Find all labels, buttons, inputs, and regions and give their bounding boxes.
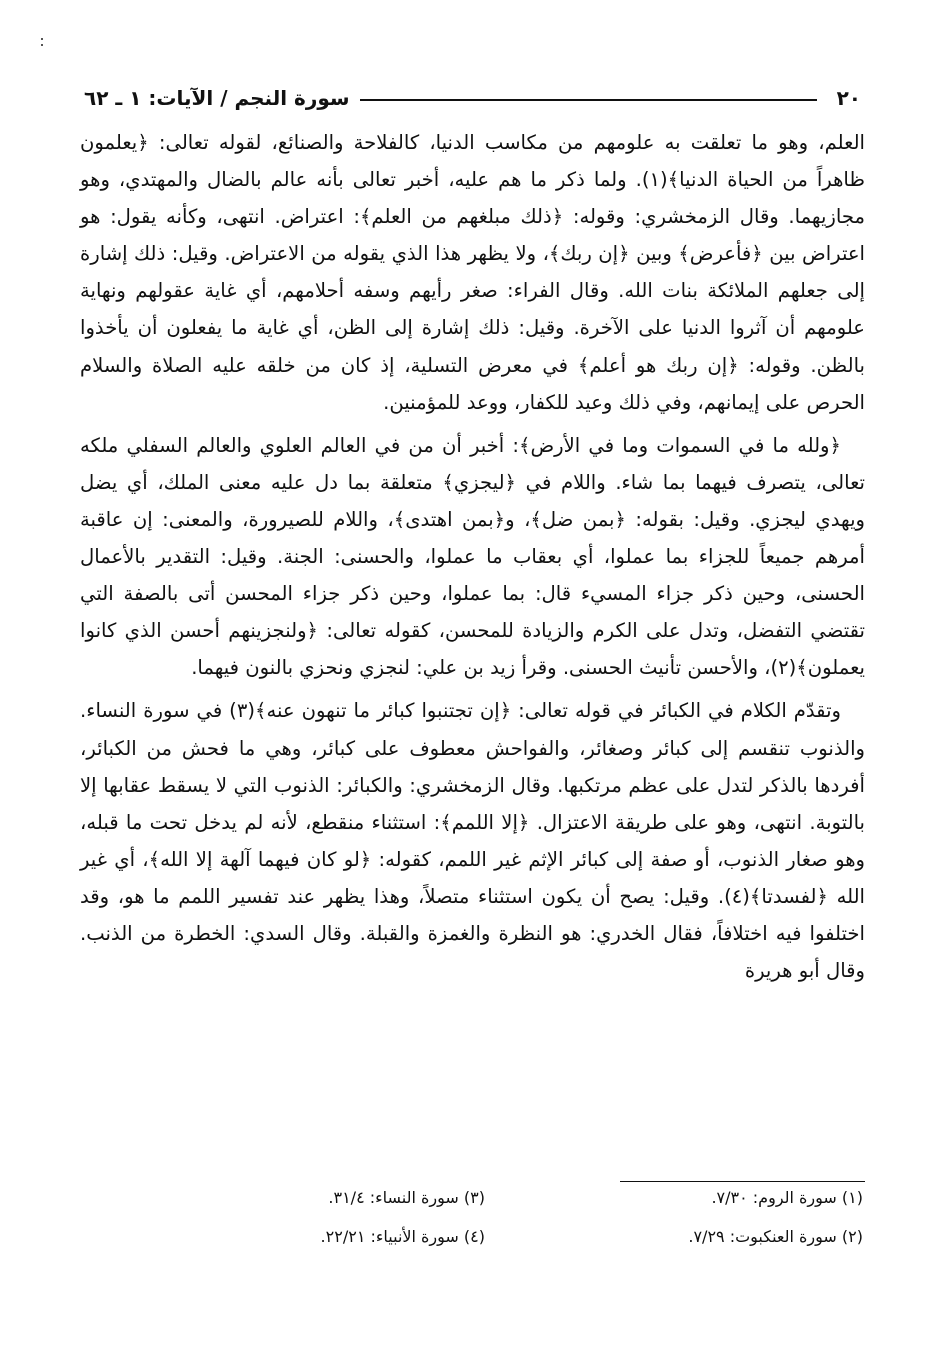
margin-mark [40,38,43,52]
running-header [84,70,861,110]
footnote-separator [620,1181,865,1182]
header-rule [360,99,817,101]
paragraph-3: وتقدّم الكلام في الكبائر في قوله تعالى: ﴿إن تجتنبوا كبائر ما تنهون عنه﴾(٣) في سورة النساء. والذنوب تنقسم إلى كبائر وصغائر، والفواحش معطوف على كبائر، وهي ما فحش من الكبائر، أفردها بالذكر لتدل على عظم مرتكبها. وقال الزمخشري: والكبائر: الذنوب التي لا يسقط عقابها إلا بالتوبة. انتهى، وهو على طريقة الاعتزال. ﴿إلا اللمم﴾: استثناء منقطع، لأنه لم يدخل تحت ما قبله، وهو صغار الذنوب، أو صفة إلى كبائر الإثم غير اللمم، كقوله: ﴿لو كان فيهما آلهة إلا الله﴾، أي غير الله ﴿لفسدتا﴾(٤). وقيل: يصح أن يكون استثناء متصلاً، وهذا يظهر عند تفسير اللمم ما هو، وقد اختلفوا فيه اختلافاً، فقال الخدري: هو النظرة والغمزة والقبلة. وقال السدي: الخطرة من الذنب. وقال أبو هريرة [80,699,865,983]
paragraph-1: العلم، وهو ما تعلقت به علومهم من مكاسب الدنيا، كالفلاحة والصنائع، لقوله تعالى: ﴿يعلمون ظاهراً من الحياة الدنيا﴾(١). ولما ذكر ما هم عليه، أخبر تعالى بأنه عالم بالضال والمهتدي، وهو مجازيهما. وقال الزمخشري: وقوله: ﴿ذلك مبلغهم من العلم﴾: اعتراض. انتهى، وكأنه يقول: هو اعتراض بين ﴿فأعرض﴾ وبين ﴿إن ربك﴾، ولا يظهر هذا الذي يقوله من الاعتراض. وقيل: ذلك إشارة إلى جعلهم الملائكة بنات الله. وقال الفراء: صغر رأيهم وسفه أحلامهم، أي غاية عقولهم ونهاية علومهم أن آثروا الدنيا على الآخرة. وقيل: ذلك إشارة إلى الظن، أي غاية ما يفعلون أن يأخذوا بالظن. وقوله: ﴿إن ربك هو أعلم﴾ في معرض التسلية، إذ كان من خلقه عليه الصلاة والسلام الحرص على إيمانهم، وفي ذلك وعيد للكفار، ووعد للمؤمنين. [80,131,866,414]
footnote-2: (٢) سورة العنكبوت: ٧/٢٩. [688,1227,863,1246]
page-number: ٢٠ [836,86,861,110]
footnote-1: (١) سورة الروم: ٧/٣٠. [711,1188,863,1207]
paragraph-2: ﴿ولله ما في السموات وما في الأرض﴾: أخبر أن من في العالم العلوي والعالم السفلي ملكه تعالى، يتصرف فيهما بما شاء. واللام في ﴿ليجزي﴾ متعلقة بما دل عليه معنى الملك، أي يضل ويهدي ليجزي. وقيل: بقوله: ﴿بمن ضل﴾، و﴿بمن اهتدى﴾، واللام للصيرورة، والمعنى: إن عاقبة أمرهم جميعاً للجزاء بما عملوا، أي بعقاب ما عملوا، والحسنى: الجنة. وقيل: التقدير بالأعمال الحسنى، وحين ذكر جزاء المسيء قال: بما عملوا، وحين ذكر جزاء المحسن أتى بالصفة التي تقتضي التفضل، وتدل على الكرم والزيادة للمحسن، كقوله تعالى: ﴿ولنجزينهم أحسن الذي كانوا يعملون﴾(٢)، والأحسن تأنيث الحسنى. وقرأ زيد بن علي: لنجزي ونحزي بالنون فيهما. [80,433,865,680]
footnote-4: (٤) سورة الأنبياء: ٢٢/٢١. [320,1227,485,1246]
body-text [80,124,865,995]
footnote-3: (٣) سورة النساء: ٣١/٤. [328,1188,485,1207]
header-title: سورة النجم / الآيات: ١ ـ ٦٢ [84,86,350,110]
